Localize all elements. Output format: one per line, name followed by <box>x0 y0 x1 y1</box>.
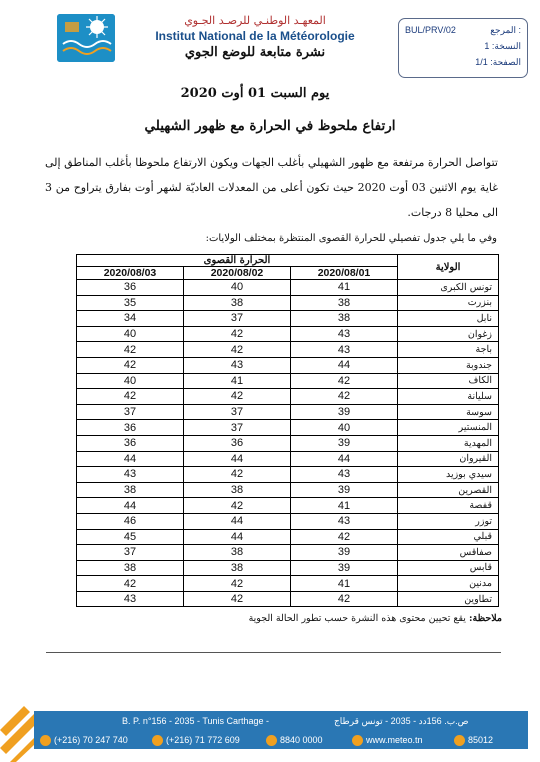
hotline-icon <box>266 735 277 746</box>
note-label: ملاحظة: <box>468 613 502 624</box>
state-name-cell: قابس <box>398 560 499 576</box>
state-name-cell: المهدية <box>398 435 499 451</box>
temperature-cell: 36 <box>77 280 184 296</box>
state-name-cell: سوسة <box>398 404 499 420</box>
website-contact[interactable] <box>352 734 423 746</box>
temperature-cell: 41 <box>291 498 398 514</box>
state-header: الولاية <box>398 255 499 280</box>
table-row <box>77 373 499 389</box>
note <box>240 613 502 624</box>
temperature-cell: 44 <box>291 357 398 373</box>
page-label: الصفحة: 1/1 <box>475 57 521 67</box>
temperature-cell: 38 <box>291 311 398 327</box>
temperature-cell: 42 <box>291 389 398 405</box>
fax-number: (+216) 71 772 609 <box>166 735 240 745</box>
table-row <box>77 591 499 607</box>
temperature-cell: 43 <box>184 357 291 373</box>
temperature-cell: 39 <box>291 560 398 576</box>
temperature-cell: 40 <box>77 373 184 389</box>
state-name-cell: المنستير <box>398 420 499 436</box>
temperature-cell: 43 <box>291 326 398 342</box>
postcode: 85012 <box>468 735 494 745</box>
temperature-cell: 42 <box>77 576 184 592</box>
contact-bar <box>34 731 528 749</box>
table-row <box>77 295 499 311</box>
state-name-cell: صفاقس <box>398 545 499 561</box>
temperature-cell: 37 <box>184 311 291 327</box>
temperature-cell: 42 <box>77 357 184 373</box>
temperature-cell: 42 <box>184 342 291 358</box>
temperature-cell: 43 <box>291 342 398 358</box>
address-bar <box>34 711 528 731</box>
temperature-cell: 40 <box>184 280 291 296</box>
table-row <box>77 513 499 529</box>
address-ar: ص.ب. 156دد - 2035 - تونس قرطاج <box>334 716 469 726</box>
state-name-cell: جندوبة <box>398 357 499 373</box>
temperature-cell: 38 <box>184 560 291 576</box>
short-number: 8840 0000 <box>280 735 323 745</box>
state-name-cell: القيروان <box>398 451 499 467</box>
phone-icon <box>40 735 51 746</box>
postcode-contact <box>454 734 493 746</box>
temperature-cell: 41 <box>184 373 291 389</box>
table-intro: وفي ما يلي جدول تفصيلي للحرارة القصوى المنتظرة بمختلف الولايات: <box>205 233 497 244</box>
temperature-cell: 37 <box>184 420 291 436</box>
body-paragraph: تتواصل الحرارة مرتفعة مع ظهور الشهيلي بأغلب الجهات ويكون الارتفاع ملحوظا بأغلب المناطق إلى غاية يوم الاثنين 03 أوت 2020 حيث تكون أعلى من المعدلات العاديّة لشهر أوت بفارق يتراوح من 3 الى محليا 8 درجات. <box>45 156 498 219</box>
table-row <box>77 482 499 498</box>
table-row <box>77 451 499 467</box>
temperature-cell: 44 <box>184 513 291 529</box>
address-fr: B. P. n°156 - 2035 - Tunis Carthage - <box>122 716 270 726</box>
temperature-cell: 39 <box>291 404 398 420</box>
table-row <box>77 342 499 358</box>
table-row <box>77 576 499 592</box>
temperature-cell: 44 <box>77 451 184 467</box>
temperature-cell: 36 <box>77 420 184 436</box>
temperature-cell: 39 <box>291 482 398 498</box>
state-name-cell: نابل <box>398 311 499 327</box>
table-row <box>77 404 499 420</box>
max-temperature-table <box>76 254 499 607</box>
fax-icon <box>152 735 163 746</box>
temperature-cell: 41 <box>291 280 398 296</box>
temperature-cell: 38 <box>77 482 184 498</box>
table-row <box>77 529 499 545</box>
state-name-cell: مدنين <box>398 576 499 592</box>
temperature-cell: 44 <box>184 529 291 545</box>
table-row <box>77 326 499 342</box>
temperature-cell: 38 <box>184 545 291 561</box>
table-row <box>77 498 499 514</box>
state-name-cell: القصرين <box>398 482 499 498</box>
date-header: 2020/08/02 <box>184 267 291 280</box>
temperature-cell: 44 <box>291 451 398 467</box>
date-header: 2020/08/03 <box>77 267 184 280</box>
temperature-cell: 37 <box>184 404 291 420</box>
temperature-cell: 37 <box>77 545 184 561</box>
footer-divider <box>46 652 501 653</box>
temperature-cell: 42 <box>291 529 398 545</box>
ref-value: BUL/PRV/02 <box>405 25 456 35</box>
state-name-cell: قبلي <box>398 529 499 545</box>
phone-number: (+216) 70 247 740 <box>54 735 128 745</box>
table-body <box>77 280 499 607</box>
table-row <box>77 280 499 296</box>
temperature-cell: 38 <box>184 295 291 311</box>
state-name-cell: سيدي بوزيد <box>398 467 499 483</box>
temperature-cell: 42 <box>184 576 291 592</box>
temperature-cell: 40 <box>291 420 398 436</box>
temperature-cell: 46 <box>77 513 184 529</box>
table-row <box>77 467 499 483</box>
temperature-cell: 38 <box>184 482 291 498</box>
temperature-cell: 38 <box>77 560 184 576</box>
temperature-cell: 41 <box>291 576 398 592</box>
state-name-cell: بنزرت <box>398 295 499 311</box>
temperature-cell: 42 <box>184 326 291 342</box>
temperature-cell: 39 <box>291 545 398 561</box>
temperature-cell: 44 <box>184 451 291 467</box>
main-title: ارتفاع ملحوظ في الحرارة مع ظهور الشهيلي <box>144 118 396 134</box>
temperature-cell: 43 <box>291 467 398 483</box>
institute-name-ar: المعهـد الوطنـي للرصـد الجـوي <box>184 14 326 27</box>
ref-label: المرجع : <box>490 25 521 35</box>
mail-icon <box>454 735 465 746</box>
table-row <box>77 311 499 327</box>
temperature-cell: 42 <box>184 467 291 483</box>
table-row <box>77 435 499 451</box>
table-row <box>77 420 499 436</box>
temperature-cell: 34 <box>77 311 184 327</box>
table-row <box>77 545 499 561</box>
state-name-cell: باجة <box>398 342 499 358</box>
state-name-cell: قفصة <box>398 498 499 514</box>
inm-logo <box>57 14 115 62</box>
max-temp-header: الحرارة القصوى <box>77 255 398 267</box>
phone-contact <box>40 734 128 746</box>
bulletin-title: نشرة متابعة للوضع الجوي <box>184 45 326 60</box>
temperature-cell: 44 <box>77 498 184 514</box>
temperature-cell: 42 <box>184 591 291 607</box>
short-number-contact <box>266 734 323 746</box>
temperature-cell: 42 <box>291 373 398 389</box>
fax-contact <box>152 734 240 746</box>
table-row <box>77 389 499 405</box>
bulletin-date: يوم السبت 01 أوت 2020 <box>180 86 330 101</box>
website-link[interactable]: www.meteo.tn <box>366 735 423 745</box>
temperature-cell: 42 <box>291 591 398 607</box>
temperature-cell: 36 <box>184 435 291 451</box>
temperature-cell: 35 <box>77 295 184 311</box>
institute-name-fr: Institut National de la Météorologie <box>155 29 355 43</box>
table-row <box>77 560 499 576</box>
temperature-cell: 42 <box>77 389 184 405</box>
reference-box <box>398 18 528 78</box>
table-row <box>77 357 499 373</box>
copy-label: النسخة: 1 <box>484 41 521 51</box>
state-name-cell: زغوان <box>398 326 499 342</box>
state-name-cell: تونس الكبرى <box>398 280 499 296</box>
temperature-cell: 38 <box>291 295 398 311</box>
globe-icon <box>352 735 363 746</box>
temperature-cell: 43 <box>291 513 398 529</box>
temperature-cell: 36 <box>77 435 184 451</box>
temperature-cell: 39 <box>291 435 398 451</box>
temperature-cell: 37 <box>77 404 184 420</box>
state-name-cell: توزر <box>398 513 499 529</box>
state-name-cell: الكاف <box>398 373 499 389</box>
temperature-cell: 45 <box>77 529 184 545</box>
temperature-cell: 42 <box>184 389 291 405</box>
temperature-cell: 42 <box>184 498 291 514</box>
temperature-cell: 43 <box>77 591 184 607</box>
temperature-cell: 43 <box>77 467 184 483</box>
date-header: 2020/08/01 <box>291 267 398 280</box>
note-text: يقع تحيين محتوى هذه النشرة حسب تطور الحالة الجوية <box>248 613 466 624</box>
temperature-cell: 42 <box>77 342 184 358</box>
temperature-cell: 40 <box>77 326 184 342</box>
state-name-cell: تطاوين <box>398 591 499 607</box>
state-name-cell: سليانة <box>398 389 499 405</box>
